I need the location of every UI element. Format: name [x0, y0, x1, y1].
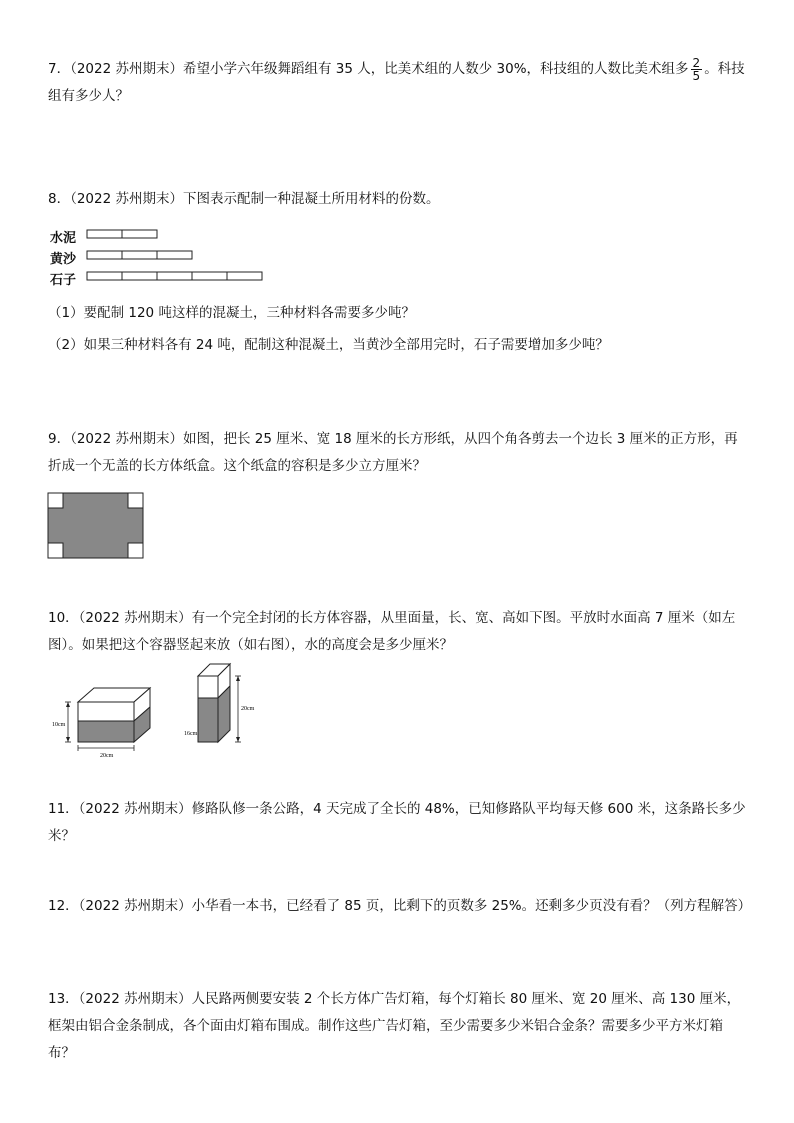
container-diagram [48, 660, 268, 760]
question-7-text: 7．（2022 苏州期末）希望小学六年级舞蹈组有 35 人，比美术组的人数少 30%，科技组的人数比美术组多 [48, 61, 689, 77]
stone-part-segment [192, 272, 227, 280]
question-7-text-end: 。科技组有多少人？ [48, 61, 745, 104]
sand-part-segment [122, 251, 157, 259]
question-11: 11．（2022 苏州期末）修路队修一条公路，4 天完成了全长的 48%，已知修路队平均每天修 600 米，这条路长多少米？ [48, 801, 746, 844]
stone-part-segment [227, 272, 262, 280]
sand-part-segment [157, 251, 192, 259]
bar-cement [87, 230, 157, 238]
cement-part-segment [122, 230, 157, 238]
container-flat [52, 688, 150, 759]
label-sand: 黄沙 [50, 252, 77, 267]
cut-corner-bottom-right [128, 543, 143, 558]
container-flat-water-front [78, 721, 134, 742]
stone-part-segment [87, 272, 122, 280]
question-10: 10．（2022 苏州期末）有一个完全封闭的长方体容器，从里面量，长、宽、高如下图。平放时水面高 7 厘米（如左图）。如果把这个容器竖起来放（如右图），水的高度会是多少厘米？ [48, 610, 736, 653]
question-13: 13．（2022 苏州期末）人民路两侧要安装 2 个长方体广告灯箱，每个灯箱长 80 厘米、宽 20 厘米、高 130 厘米，框架由铝合金条制成，各个面由灯箱布围成。制作这些广告灯箱，至少需要多少米铝合金条？需要多少平方米灯箱布？ [48, 991, 741, 1061]
question-9: 9．（2022 苏州期末）如图，把长 25 厘米、宽 18 厘米的长方形纸，从四个角各剪去一个边长 3 厘米的正方形，再折成一个无盖的长方体纸盒。这个纸盒的容积是多少立方厘米？ [48, 431, 738, 474]
container-upright [184, 664, 255, 742]
container-flat-length-label: 20cm [100, 753, 114, 759]
container-flat-height-label: 10cm [52, 722, 66, 728]
question-8-sub-2: （2）如果三种材料各有 24 吨，配制这种混凝土，当黄沙全部用完时，石子需要增加多少吨？ [48, 337, 609, 353]
label-cement: 水泥 [50, 231, 77, 246]
cement-part-segment [87, 230, 122, 238]
label-stone: 石子 [50, 273, 77, 288]
cut-corner-bottom-left [48, 543, 63, 558]
question-8: 8．（2022 苏州期末）下图表示配制一种混凝土所用材料的份数。 [48, 191, 440, 207]
question-12: 12．（2022 苏州期末）小华看一本书，已经看了 85 页，比剩下的页数多 25%。还剩多少页没有看？（列方程解答） [48, 898, 752, 914]
sand-part-segment [87, 251, 122, 259]
container-upright-width-label: 16cm [184, 731, 198, 737]
question-8-sub-1: （1）要配制 120 吨这样的混凝土，三种材料各需要多少吨？ [48, 305, 415, 321]
container-flat-air [78, 702, 134, 721]
question-7 [48, 56, 748, 110]
fraction-two-fifths: $\frac{2}{5}$ [692, 55, 701, 83]
container-upright-water-front [198, 698, 218, 742]
stone-part-segment [122, 272, 157, 280]
paper-cut-diagram [47, 492, 145, 560]
cut-corner-top-right [128, 493, 143, 508]
stone-part-segment [157, 272, 192, 280]
container-upright-air [198, 676, 218, 698]
bar-stone [87, 272, 262, 280]
material-parts-diagram [86, 228, 276, 288]
container-upright-height-label: 20cm [241, 706, 255, 712]
bar-sand [87, 251, 192, 259]
cut-corner-top-left [48, 493, 63, 508]
